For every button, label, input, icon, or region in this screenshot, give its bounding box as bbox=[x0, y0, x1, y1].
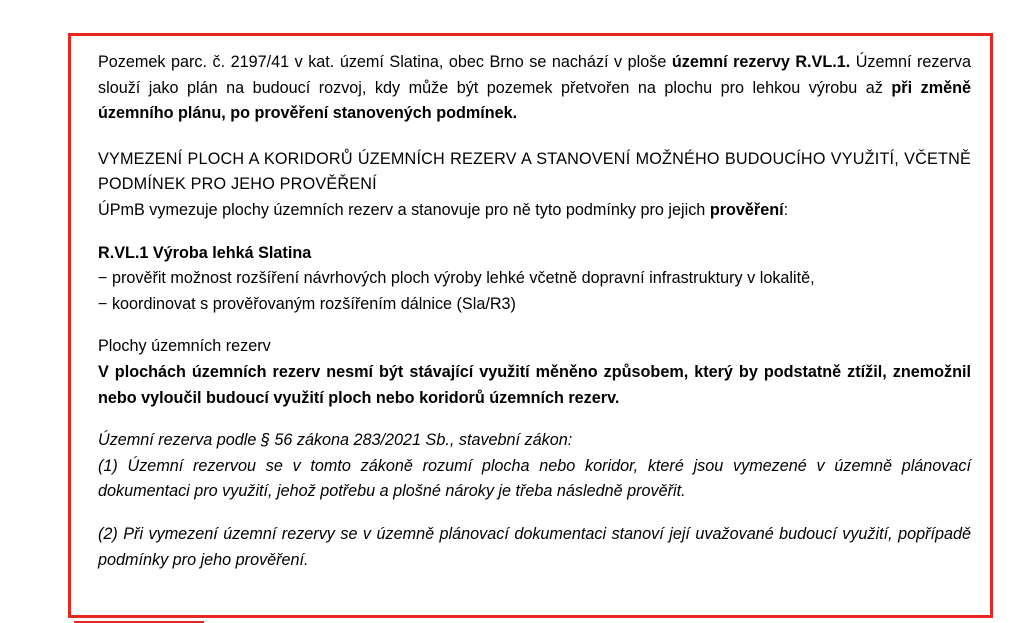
paragraph-law-1: (1) Územní rezervou se v tomto zákoně rozumí plocha nebo koridor, které jsou vymezené v územně plánovací dokumentaci pro využití, jehož potřebu a plošné nároky je třeba následně prověřit. bbox=[98, 456, 971, 501]
paragraph-law-2: (2) Při vymezení územní rezervy se v územně plánovací dokumentaci stanoví její uvažované budoucí využití, popřípadě podmínky pro jeho prověření. bbox=[98, 524, 971, 569]
highlighted-text-box bbox=[68, 33, 993, 618]
paragraph-heading-caps: VYMEZENÍ PLOCH A KORIDORŮ ÚZEMNÍCH REZERV A STANOVENÍ MOŽNÉHO BUDOUCÍHO VYUŽITÍ, VČETNĚ PODMÍNEK PRO JEHO PROVĚŘENÍ bbox=[98, 149, 971, 194]
document-content bbox=[98, 50, 971, 573]
text-run-bold: při změně územního plánu, po prověření stanovených podmínek. bbox=[98, 78, 971, 123]
spacer bbox=[98, 224, 971, 241]
spacer bbox=[98, 411, 971, 428]
text-run-bold: územní rezervy R.VL.1. bbox=[671, 53, 851, 71]
paragraph-bullet-2: − koordinovat s prověřovaným rozšířením dálnice (Sla/R3) bbox=[98, 294, 516, 313]
text-run: ÚPmB vymezuje plochy územních rezerv a stanovuje pro ně tyto podmínky pro jejich bbox=[98, 200, 710, 219]
text-run-bold: prověření bbox=[709, 200, 784, 219]
paragraph-upmb bbox=[98, 198, 971, 224]
text-run: Pozemek parc. č. 2197/41 v kat. území Slatina, obec Brno se nachází v ploše bbox=[98, 53, 672, 71]
spacer bbox=[98, 127, 971, 147]
paragraph-intro bbox=[98, 50, 971, 127]
text-run: Územní rezerva slouží jako plán na budoucí rozvoj, kdy může být pozemek přetvořen na plochu pro lehkou výrobu až bbox=[98, 53, 971, 97]
spacer bbox=[98, 317, 971, 334]
text-run: : bbox=[783, 200, 789, 219]
paragraph-law-title: Územní rezerva podle § 56 zákona 283/2021 Sb., stavební zákon: bbox=[98, 431, 573, 450]
spacer bbox=[98, 505, 971, 522]
paragraph-rvl1-title: R.VL.1 Výroba lehká Slatina bbox=[98, 243, 312, 262]
paragraph-plochy-body: V plochách územních rezerv nesmí být stávající využití měněno způsobem, který by podstatně ztížil, znemožnil nebo vyloučil budoucí využití ploch nebo koridorů územních rezerv. bbox=[98, 362, 971, 407]
paragraph-bullet-1: − prověřit možnost rozšíření návrhových ploch výroby lehké včetně dopravní infrastruktury v lokalitě, bbox=[98, 269, 815, 288]
paragraph-plochy-title: Plochy územních rezerv bbox=[98, 337, 271, 356]
